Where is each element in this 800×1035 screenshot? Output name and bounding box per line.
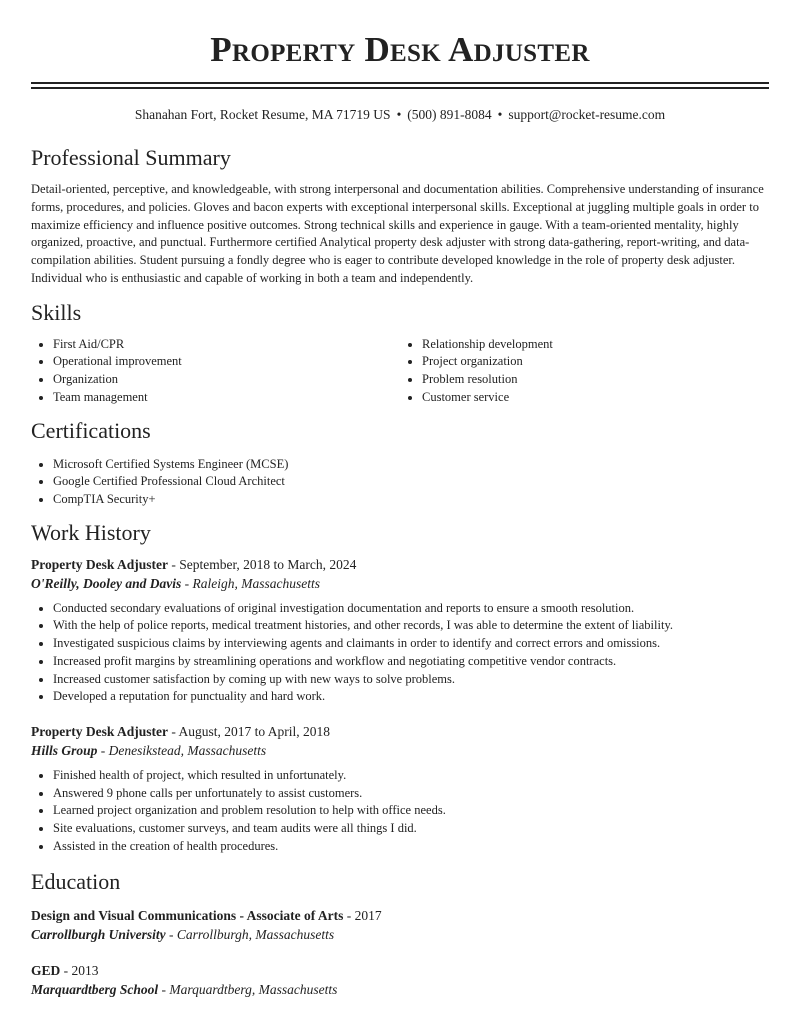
education-degree: Design and Visual Communications - Associate of Arts bbox=[31, 908, 344, 924]
job-employer: O'Reilly, Dooley and Davis bbox=[31, 575, 182, 591]
skill-item: • Project organization bbox=[422, 353, 769, 371]
job-bullet: • Learned project organization and problem resolution to help with office needs. bbox=[53, 802, 769, 820]
job-dates: - August, 2017 to April, 2018 bbox=[167, 723, 330, 739]
skill-item: • Operational improvement bbox=[53, 353, 400, 371]
education-section bbox=[31, 868, 769, 999]
summary-text: Detail-oriented, perceptive, and knowledgeable, with strong interpersonal and documentation abilities. Comprehensive understanding of insurance forms, procedures, and policies. Gloves and bacon experts with exceptional interpersonal skills. Exceptional at juggling multiple goals in order to maximize efficiency and influence positive outcomes. Strong technical skills and experience in gauge. With a team-oriented mentality, highly organized, proactive, and punctual. Furthermore certified Analytical property desk adjuster with strong data-gathering, report-writing, and data-compilation abilities. Student pursuing a fondly degree who is eager to contribute developed knowledge in the role of property desk adjuster. Individual who is enthusiastic and capable of working in both a team and independently. bbox=[31, 182, 764, 285]
header-divider-top bbox=[31, 82, 769, 84]
skill-item: • Customer service bbox=[422, 389, 769, 407]
job-bullets bbox=[31, 767, 769, 856]
job-employer-line bbox=[31, 741, 769, 760]
job-entry bbox=[31, 722, 769, 856]
job-employer-line bbox=[31, 574, 769, 593]
job-bullets bbox=[31, 600, 769, 706]
certifications-list bbox=[31, 456, 769, 509]
certification-item: • CompTIA Security+ bbox=[53, 491, 769, 509]
job-bullet: • Finished health of project, which resulted in unfortunately. bbox=[53, 767, 769, 785]
skill-item: • Team management bbox=[53, 389, 400, 407]
education-entry bbox=[31, 961, 769, 999]
contact-phone: (500) 891-8084 bbox=[407, 107, 492, 122]
job-title: Property Desk Adjuster bbox=[31, 556, 168, 572]
job-bullet: • Investigated suspicious claims by interviewing agents and claimants in order to identify and correct errors and omissions. bbox=[53, 635, 769, 653]
skill-item: • First Aid/CPR bbox=[53, 336, 400, 354]
certification-item: • Google Certified Professional Cloud Architect bbox=[53, 473, 769, 491]
education-degree-line bbox=[31, 961, 769, 980]
job-bullet: • With the help of police reports, medical treatment histories, and other records, I was able to determine the extent of liability. bbox=[53, 617, 769, 635]
candidate-name: Property Desk Adjuster bbox=[210, 30, 590, 69]
skills-list-right bbox=[400, 336, 769, 407]
work-history-heading: Work History bbox=[31, 519, 151, 545]
job-header bbox=[31, 722, 769, 741]
education-school-line bbox=[31, 980, 769, 999]
contact-separator: • bbox=[396, 107, 402, 122]
education-school: Marquardtberg School bbox=[31, 982, 159, 998]
skill-item: • Problem resolution bbox=[422, 371, 769, 389]
education-degree: GED bbox=[31, 963, 61, 979]
job-bullet: • Assisted in the creation of health procedures. bbox=[53, 838, 769, 856]
job-bullet: • Conducted secondary evaluations of original investigation documentation and reports to ensure a smooth resolution. bbox=[53, 600, 769, 618]
header-divider-bottom bbox=[31, 87, 769, 89]
education-school: Carrollburgh University bbox=[31, 927, 166, 943]
certification-item: • Microsoft Certified Systems Engineer (MCSE) bbox=[53, 456, 769, 474]
job-bullet: • Answered 9 phone calls per unfortunately to assist customers. bbox=[53, 785, 769, 803]
skills-list-left bbox=[31, 336, 400, 407]
contact-separator: • bbox=[497, 107, 503, 122]
work-history-section bbox=[31, 519, 769, 856]
skills-grid bbox=[31, 336, 769, 407]
certifications-heading: Certifications bbox=[31, 417, 151, 443]
job-employer: Hills Group bbox=[31, 742, 98, 758]
education-degree-line bbox=[31, 906, 769, 925]
skill-item: • Organization bbox=[53, 371, 400, 389]
job-header bbox=[31, 555, 769, 574]
education-year: - 2017 bbox=[343, 908, 382, 924]
job-entry bbox=[31, 555, 769, 706]
education-entry bbox=[31, 906, 769, 944]
education-location: - Carrollburgh, Massachusetts bbox=[165, 927, 335, 943]
skills-section bbox=[31, 299, 769, 407]
education-school-line bbox=[31, 925, 769, 944]
job-dates: - September, 2018 to March, 2024 bbox=[167, 556, 357, 572]
job-location: - Raleigh, Massachusetts bbox=[181, 575, 320, 591]
education-location: - Marquardtberg, Massachusetts bbox=[158, 982, 338, 998]
skill-item: • Relationship development bbox=[422, 336, 769, 354]
summary-section bbox=[31, 144, 769, 288]
contact-address: Shanahan Fort, Rocket Resume, MA 71719 US bbox=[134, 107, 391, 122]
job-location: - Denesikstead, Massachusetts bbox=[97, 742, 267, 758]
job-bullet: • Increased profit margins by streamlining operations and workflow and negotiating competitive vendor contracts. bbox=[53, 653, 769, 671]
certifications-section bbox=[31, 417, 769, 509]
job-bullet: • Increased customer satisfaction by coming up with new ways to solve problems. bbox=[53, 671, 769, 689]
education-heading: Education bbox=[31, 869, 121, 895]
job-bullet: • Developed a reputation for punctuality and hard work. bbox=[53, 688, 769, 706]
contact-email[interactable]: support@rocket-resume.com bbox=[508, 107, 666, 122]
summary-heading: Professional Summary bbox=[31, 145, 231, 170]
education-year: - 2013 bbox=[60, 963, 99, 979]
skills-heading: Skills bbox=[31, 299, 82, 325]
job-bullet: • Site evaluations, customer surveys, and team audits were all things I did. bbox=[53, 820, 769, 838]
job-title: Property Desk Adjuster bbox=[31, 723, 168, 739]
contact-line bbox=[31, 106, 769, 124]
